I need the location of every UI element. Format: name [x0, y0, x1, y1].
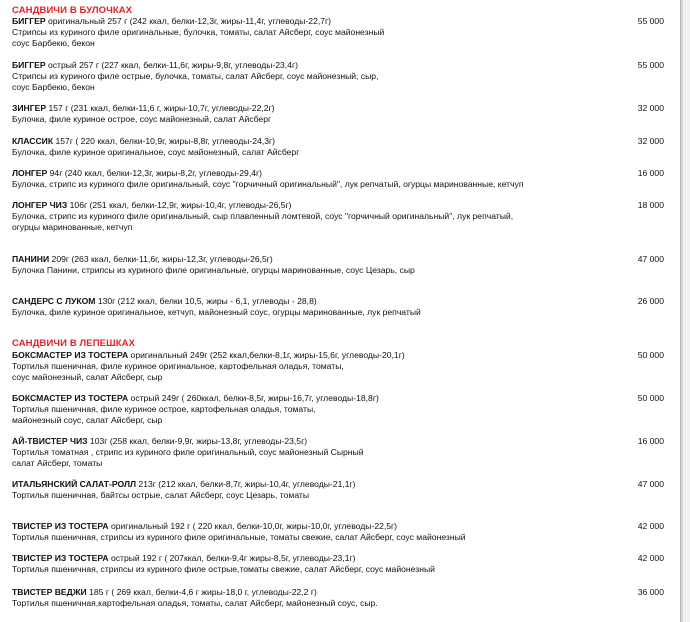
item-description: Булочка Панини, стрипсы из куриного филе оригинальные, огурцы маринованные, соус Цезарь, сыр — [12, 265, 415, 276]
item-price: 55 000 — [637, 60, 664, 70]
item-price: 55 000 — [637, 16, 664, 26]
item-description: Тортилья пшеничная, байтсы острые, салат Айсберг, соус Цезарь, томаты — [12, 490, 310, 501]
item-spec: острый 249г ( 260ккал, белки-8,5г, жиры-16,7г, углеводы-18,8г) — [128, 393, 379, 403]
item-description: соус Барбекю, бекон — [12, 38, 95, 49]
item-description: соус майонезный, салат Айсберг, сыр — [12, 372, 163, 383]
item-price: 42 000 — [637, 521, 664, 531]
item-description: Стрипсы из куриного филе оригинальные, булочка, томаты, салат Айсберг, соус майонезный — [12, 27, 385, 38]
item-spec: острый 257 г (227 ккал, белки-11,6г, жиры-9,8г, углеводы-23,4г) — [45, 60, 298, 70]
item-name: ИТАЛЬЯНСКИЙ САЛАТ-РОЛЛ — [12, 479, 137, 489]
item-price: 47 000 — [637, 479, 664, 489]
menu-item — [12, 436, 572, 470]
menu-item — [12, 103, 572, 125]
item-spec: 157г ( 220 ккал, белки-10,9г, жиры-8,8г, углеводы-24,3г) — [53, 136, 275, 146]
menu-item — [12, 16, 572, 50]
section-title-bun-sandwiches: САНДВИЧИ В БУЛОЧКАХ — [12, 5, 133, 16]
item-spec: оригинальный 257 г (242 ккал, белки-12,3г, жиры-11,4г, углеводы-22,7г) — [45, 16, 332, 26]
item-description: Булочка, филе куриное острое, соус майонезный, салат Айсберг — [12, 114, 272, 125]
item-price: 47 000 — [637, 254, 664, 264]
item-name: АЙ-ТВИСТЕР ЧИЗ — [12, 436, 88, 446]
item-price: 50 000 — [637, 393, 664, 403]
item-description: Булочка, стрипс из куриного филе оригинальный, соус "горчичный оригинальный", лук репчатый, огурцы маринованные, кетчуп — [12, 179, 524, 190]
item-price: 16 000 — [637, 436, 664, 446]
item-spec: 185 г ( 269 ккал, белки-4,6 г жиры-18,0 г, углеводы-22,2 г) — [86, 587, 317, 597]
item-name: БИГГЕР — [12, 16, 46, 26]
item-description: Тортилья пшеничная, стрипсы из куриного филе оригинальные, томаты свежие, салат Айсберг, соус майонезный — [12, 532, 466, 543]
menu-item — [12, 200, 572, 234]
menu-item — [12, 60, 572, 94]
item-price: 26 000 — [637, 296, 664, 306]
menu-item — [12, 296, 572, 318]
scrollbar-track[interactable] — [683, 0, 690, 622]
item-name: БОКСМАСТЕР ИЗ ТОСТЕРА — [12, 350, 129, 360]
item-description: Булочка, филе куриное оригинальное, кетчуп, майонезный соус, огурцы маринованные, лук репчатый — [12, 307, 421, 318]
menu-item — [12, 587, 572, 609]
item-name: САНДЕРС С ЛУКОМ — [12, 296, 96, 306]
menu-item — [12, 393, 572, 427]
item-description: Тортилья пшеничная,картофельная оладья, томаты, салат Айсберг, майонезный соус, сыр. — [12, 598, 378, 609]
item-spec: оригинальный 192 г ( 220 ккал, белки-10,0г, жиры-10,0г, углеводы-22,5г) — [108, 521, 398, 531]
item-description: Тортилья пшеничная, стрипсы из куриного филе острые,томаты свежие, салат Айсберг, соус майонезный — [12, 564, 435, 575]
item-name: КЛАССИК — [12, 136, 54, 146]
item-spec: 157 г (231 ккал, белки-11,6 г, жиры-10,7г, углеводы-22,2г) — [46, 103, 275, 113]
item-name: БИГГЕР — [12, 60, 46, 70]
item-description: соус Барбекю, бекон — [12, 82, 95, 93]
section-title-wrap-sandwiches: САНДВИЧИ В ЛЕПЕШКАХ — [12, 338, 136, 349]
item-spec: острый 192 г ( 207ккал, белки-9,4г жиры-8,5г, углеводы-23,1г) — [108, 553, 356, 563]
item-price: 16 000 — [637, 168, 664, 178]
item-price: 50 000 — [637, 350, 664, 360]
item-price: 36 000 — [637, 587, 664, 597]
menu-item — [12, 350, 572, 384]
item-price: 18 000 — [637, 200, 664, 210]
item-description: Стрипсы из куриного филе острые, булочка, томаты, салат Айсберг, соус майонезный, сыр, — [12, 71, 379, 82]
item-price: 32 000 — [637, 103, 664, 113]
item-spec: 209г (263 ккал, белки-11,6г, жиры-12,3г, углеводы-26,5г) — [49, 254, 273, 264]
item-spec: 213г (212 ккал, белки-8,7г, жиры-10,4г, углеводы-21,1г) — [136, 479, 356, 489]
item-name: ТВИСТЕР ВЕДЖИ — [12, 587, 87, 597]
item-spec: 130г (212 ккал, белки 10,5, жиры - 6,1, углеводы - 28,8) — [95, 296, 317, 306]
menu-item — [12, 136, 572, 158]
item-description: Булочка, стрипс из куриного филе оригинальный, сыр плавленный ломтевой, соус "горчичный оригинальный", лук репчатый, — [12, 211, 514, 222]
item-name: ТВИСТЕР ИЗ ТОСТЕРА — [12, 521, 109, 531]
item-spec: оригинальный 249г (252 ккал,белки-8,1г, жиры-15,6г, углеводы-20,1г) — [128, 350, 405, 360]
menu-item — [12, 254, 572, 276]
item-description: Тортилья томатная , стрипс из куриного филе оригинальный, соус майонезный Сырный — [12, 447, 364, 458]
item-name: ТВИСТЕР ИЗ ТОСТЕРА — [12, 553, 109, 563]
item-price: 32 000 — [637, 136, 664, 146]
menu-item — [12, 479, 572, 501]
item-spec: 103г (258 ккал, белки-9,9г, жиры-13,8г, углеводы-23,5г) — [87, 436, 308, 446]
menu-item — [12, 168, 572, 190]
menu-item — [12, 521, 572, 543]
item-spec: 106г (251 ккал, белки-12,9г, жиры-10,4г, углеводы-26,5г) — [67, 200, 292, 210]
item-description: Булочка, филе куриное оригинальное, соус майонезный, салат Айсберг — [12, 147, 300, 158]
item-name: ЗИНГЕР — [12, 103, 47, 113]
item-name: ПАНИНИ — [12, 254, 50, 264]
item-spec: 94г (240 ккал, белки-12,3г, жиры-8,2г, углеводы-29,4г) — [47, 168, 262, 178]
item-description: салат Айсберг, томаты — [12, 458, 103, 469]
item-description: огурцы маринованные, кетчуп — [12, 222, 133, 233]
menu-item — [12, 553, 572, 575]
item-name: ЛОНГЕР — [12, 168, 48, 178]
item-description: Тортилья пшеничная, филе куриное оригинальное, картофельная оладья, томаты, — [12, 361, 344, 372]
item-price: 42 000 — [637, 553, 664, 563]
item-name: ЛОНГЕР ЧИЗ — [12, 200, 68, 210]
item-description: Тортилья пшеничная, филе куриное острое, картофельная оладья, томаты, — [12, 404, 316, 415]
item-description: майонезный соус, салат Айсберг, сыр — [12, 415, 163, 426]
item-name: БОКСМАСТЕР ИЗ ТОСТЕРА — [12, 393, 129, 403]
